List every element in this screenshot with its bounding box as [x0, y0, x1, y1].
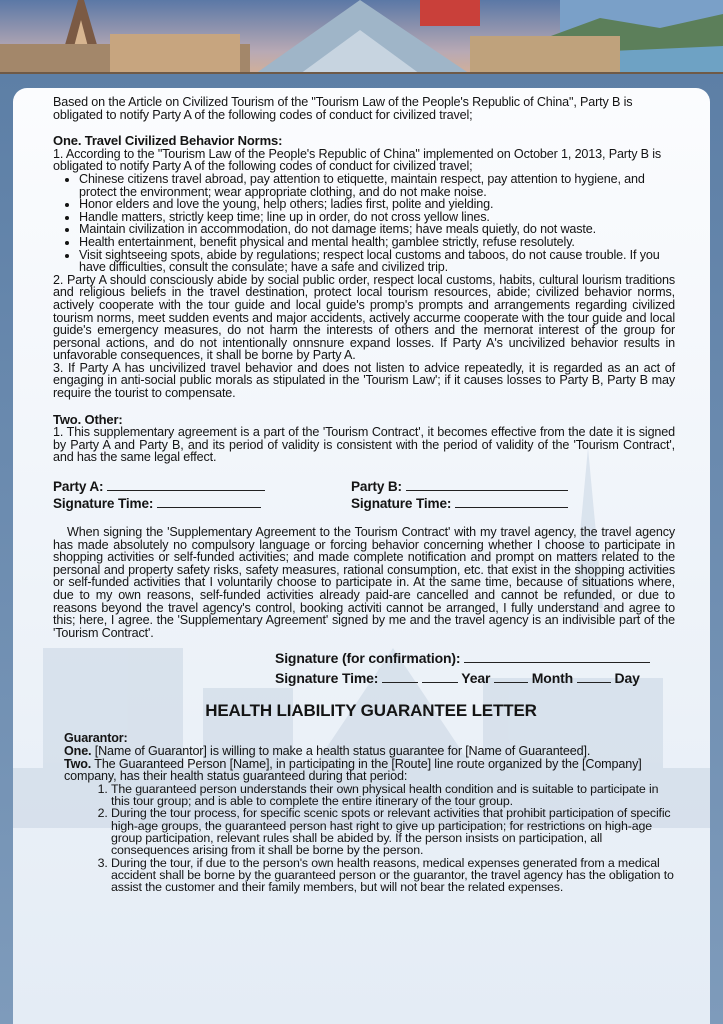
party-a-signature-time-label: Signature Time: [53, 496, 154, 512]
conduct-bullet: • Visit sightseeing spots, abide by regulations; respect local customs and taboos, do not cause trouble. If you have difficulties, consult the consulate; have a safe and civilized trip. [79, 249, 675, 274]
conduct-bullet-list [53, 173, 675, 274]
party-a-signature-line[interactable] [107, 479, 265, 491]
guarantee-letter-body [64, 732, 675, 893]
guarantee-terms-list [64, 783, 675, 894]
flag-icon [420, 0, 480, 26]
letter-clause-two [64, 758, 675, 783]
declaration-paragraph: When signing the 'Supplementary Agreement to the Tourism Contract' with my travel agency, the travel agency has made absolutely no compulsory language or forcing behavior concerning whether I choose to participate in shopping activities or self-funded activities; and made complete notification and prompt on matters related to the personal and property safety risks, safety measures, rational consumption, etc. that exist in the shopping activities or self-funded activities that I voluntarily choose to participate in. At the same time, because of situations where, due to my own reasons, self-funded activities already paid-are cancelled and cannot be refunded, or due to reasons beyond the travel agency's control, booking activiti cannot be arranged, I fully understand and agree to this; here, I agree. the 'Supplementary Agreement' signed by me and the travel agency is an indivisible part of the 'Tourism Contract'. [53, 525, 675, 640]
party-a-label: Party A: [53, 479, 104, 495]
confirmation-signature-line[interactable] [464, 651, 650, 663]
guarantee-term: 3. During the tour, if due to the person's own health reasons, medical expenses generated from a medical accident shall be borne by the guaranteed person or the guarantor, the travel agency has the obligation to assist the customer and their family members, but will not bear the related expenses. [111, 857, 675, 894]
day-blank[interactable] [577, 671, 611, 683]
section-two-heading: Two. Other: [53, 411, 123, 427]
year-label: Year [461, 670, 491, 687]
clause-two-text: The Guaranteed Person [Name], in participating in the [Route] line route organized by the [Company] company, has their health status guaranteed during that period: [64, 756, 642, 784]
guarantee-term: 1. The guaranteed person understands their own physical health condition and is suitable to participate in this tour group; and is able to complete the entire itinerary of the tour group. [111, 783, 675, 808]
party-a-signature-time-line[interactable] [157, 496, 261, 508]
month-label: Month [531, 670, 574, 687]
confirmation-signature-label: Signature (for confirmation): [275, 650, 461, 667]
day-label: Day [614, 670, 640, 687]
conduct-bullet: • Handle matters, strictly keep time; line up in order, do not cross yellow lines. [79, 211, 675, 224]
document-content [53, 96, 675, 893]
time-blank-1[interactable] [382, 671, 418, 683]
conduct-bullet: • Maintain civilization in accommodation, do not damage items; have meals quietly, do not waste. [79, 223, 675, 236]
clause-two-label: Two. [64, 756, 92, 771]
party-b-signature-time-line[interactable] [455, 496, 568, 508]
guarantor-label: Guarantor: [64, 731, 128, 746]
section-one-heading: One. Travel Civilized Behavior Norms: [53, 133, 283, 149]
month-blank[interactable] [494, 671, 528, 683]
conduct-bullet: • Honor elders and love the young, help others; ladies first, polite and yielding. [79, 198, 675, 211]
section-one-item-1: 1. According to the "Tourism Law of the People's Republic of China" implemented on October 1, 2013, Party B is obligated to notify Party A of the following codes of conduct for civilized travel; [53, 146, 662, 174]
section-two-item-1: 1. This supplementary agreement is a part of the 'Tourism Contract', it becomes effective from the date it is signed by Party A and Party B, and its period of validity is consistent with the period of validity of the 'Tourism Contract', and has the same legal effect. [53, 425, 675, 465]
conduct-bullet: • Health entertainment, benefit physical and mental health; gamblee strictly, refuse resolutely. [79, 236, 675, 249]
party-b-signature-line[interactable] [406, 479, 568, 491]
signature-time-row [53, 495, 675, 512]
document-paper [13, 88, 710, 1024]
clause-one-label: One. [64, 743, 92, 758]
year-blank[interactable] [422, 671, 458, 683]
conduct-bullet: • Chinese citizens travel abroad, pay attention to etiquette, maintain respect, pay attention to hygiene, and protect the environment; wear appropriate clothing, and do not make noise. [79, 173, 675, 198]
section-one-item-3: 3. If Party A has uncivilized travel behavior and does not listen to advice repeatedly, it is regarded as an act of engaging in anti-social public morals as stipulated in the 'Tourism Law'; if it causes losses to Party B, Party B may require the tourist to compensate. [53, 360, 675, 401]
letter-title: HEALTH LIABILITY GUARANTEE LETTER [205, 701, 537, 721]
party-b-label: Party B: [351, 479, 402, 495]
confirmation-time-label: Signature Time: [275, 670, 379, 687]
intro-paragraph: Based on the Article on Civilized Tourism of the "Tourism Law of the People's Republic of China", Party B is obligated to notify Party A of the following codes of conduct for civilized travel; [53, 95, 633, 122]
party-signature-row [53, 478, 675, 495]
party-b-signature-time-label: Signature Time: [351, 496, 452, 512]
section-one-item-2: 2. Party A should consciously abide by social public order, respect local customs, habits, cultural lourism traditions and religious beliefs in the travel destination, protect local tourism resources, abide; civilized behavior norms, actively cooperate with the tour guide and local guide's promp's prompts and arrangements regarding civilized tourism norms, meet sudden events and major accidents, actively accurme cooperate with the tour guide and local guide's emergency measures, do not harm the interests of others and the mernorat interest of the group for personal actions, and do not intentionally onnsnure expand losses. If Party A's uncivilized behavior results in unfavorable consequences, it shall be borne by Party A. [53, 272, 675, 363]
clause-one-text: [Name of Guarantor] is willing to make a health status guarantee for [Name of Guaranteed]. [91, 743, 591, 758]
guarantee-term: 2. During the tour process, for specific scenic spots or relevant activities that prohibit participation of specific high-age groups, the guaranteed person hast right to give up participation; for restrictions on high-age group participation, relevant rules shall be abided by. If the person insists on participation, all consequences arising from it shall be borne by the person. [111, 807, 675, 856]
confirmation-block [275, 648, 675, 688]
